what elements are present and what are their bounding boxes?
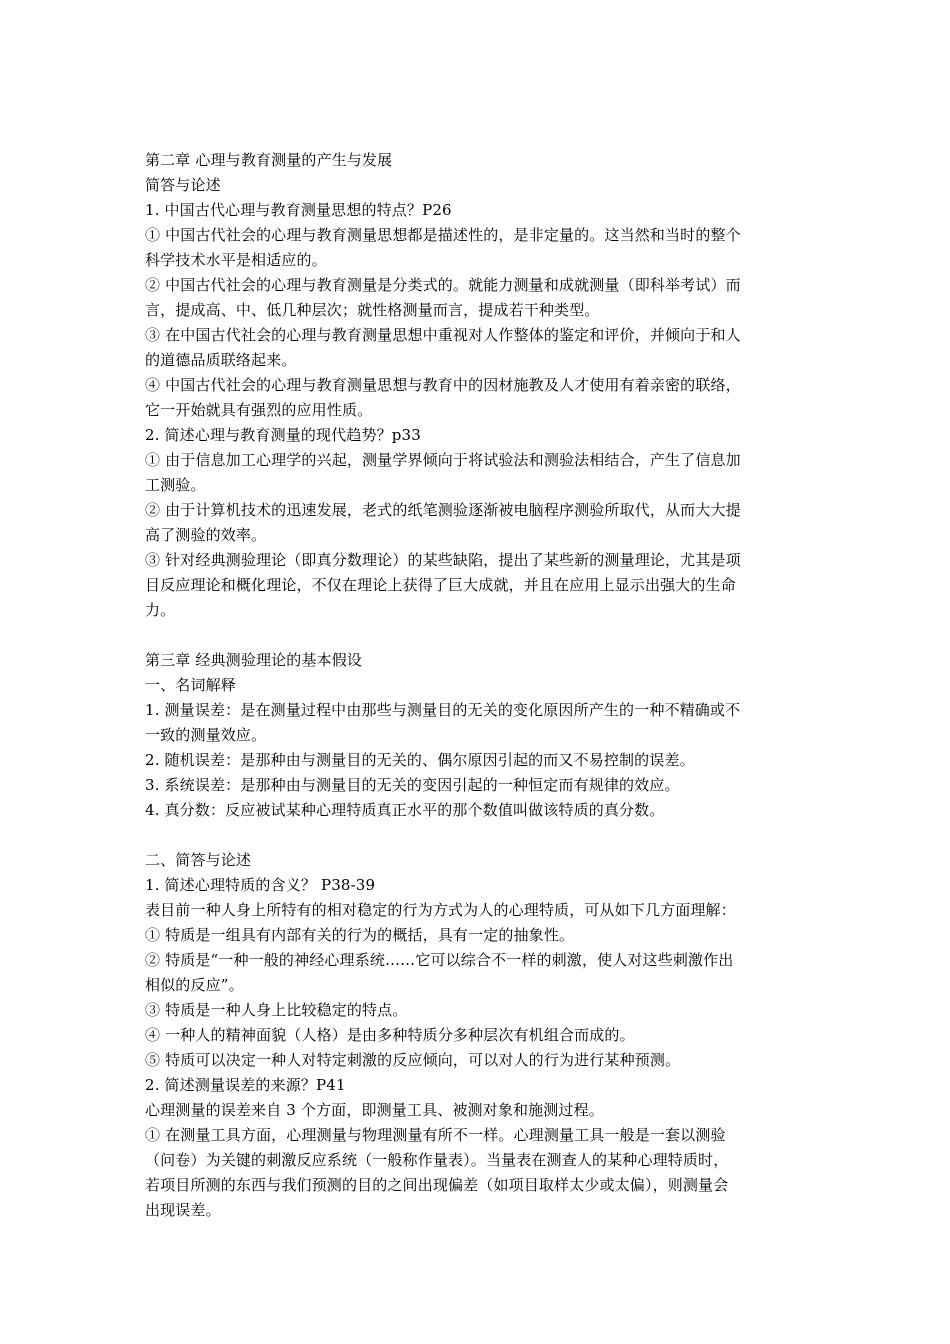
answer-line: 工测验。 <box>145 476 206 494</box>
term-definition: 3. 系统误差：是那种由与测量目的无关的变因引起的一种恒定而有规律的效应。 <box>145 776 680 794</box>
answer-line: 心理测量的误差来自 3 个方面，即测量工具、被测对象和施测过程。 <box>145 1101 604 1119</box>
answer-line: ③ 特质是一种人身上比较稳定的特点。 <box>145 1001 408 1019</box>
blank-line <box>145 823 817 848</box>
answer-line: ④ 中国古代社会的心理与教育测量思想与教育中的因材施教及人才使用有着亲密的联络， <box>145 376 741 394</box>
question-title: 1. 简述心理特质的含义？ P38-39 <box>145 876 376 894</box>
answer-line: 高了测验的效率。 <box>145 526 267 544</box>
answer-line: ③ 在中国古代社会的心理与教育测量思想中重视对人作整体的鉴定和评价，并倾向于和人 <box>145 326 741 344</box>
answer-line: ① 中国古代社会的心理与教育测量思想都是描述性的，是非定量的。这当然和当时的整个 <box>145 226 741 244</box>
term-definition: 4. 真分数：反应被试某种心理特质真正水平的那个数值叫做该特质的真分数。 <box>145 801 665 819</box>
answer-line: 相似的反应”。 <box>145 976 244 994</box>
answer-line: 力。 <box>145 601 176 619</box>
chapter-title: 第三章 经典测验理论的基本假设 <box>145 651 363 669</box>
blank-line <box>145 623 817 648</box>
answer-line: 目反应理论和概化理论，不仅在理论上获得了巨大成就，并且在应用上显示出强大的生命 <box>145 576 736 594</box>
term-definition: 一致的测量效应。 <box>145 726 267 744</box>
answer-line: 科学技术水平是相适应的。 <box>145 251 327 269</box>
section-heading: 简答与论述 <box>145 176 221 194</box>
answer-line: （问卷）为关键的刺激反应系统（一般称作量表）。当量表在测查人的某种心理特质时， <box>145 1151 729 1169</box>
term-definition: 2. 随机误差：是那种由与测量目的无关的、偶尔原因引起的而又不易控制的误差。 <box>145 751 695 769</box>
answer-line: 的道德品质联络起来。 <box>145 351 297 369</box>
answer-line: ① 由于信息加工心理学的兴起，测量学界倾向于将试验法和测验法相结合，产生了信息加 <box>145 451 741 469</box>
answer-line: 若项目所测的东西与我们预测的目的之间出现偏差（如项目取样太少或太偏），则测量会 <box>145 1176 729 1194</box>
answer-line: ⑤ 特质可以决定一种人对特定刺激的反应倾向，可以对人的行为进行某种预测。 <box>145 1051 681 1069</box>
question-title: 2. 简述测量误差的来源？P41 <box>145 1076 346 1094</box>
answer-line: ② 特质是“一种一般的神经心理系统……它可以综合不一样的刺激，使人对这些刺激作出 <box>145 951 734 969</box>
term-definition: 1. 测量误差：是在测量过程中由那些与测量目的无关的变化原因所产生的一种不精确或不 <box>145 701 741 719</box>
question-title: 1. 中国古代心理与教育测量思想的特点？P26 <box>145 201 452 219</box>
answer-line: 出现误差。 <box>145 1201 221 1219</box>
chapter-title: 第二章 心理与教育测量的产生与发展 <box>145 151 393 169</box>
answer-line: ④ 一种人的精神面貌（人格）是由多种特质分多种层次有机组合而成的。 <box>145 1026 635 1044</box>
answer-line: 它一开始就具有强烈的应用性质。 <box>145 401 373 419</box>
answer-line: ② 由于计算机技术的迅速发展，老式的纸笔测验逐渐被电脑程序测验所取代，从而大大提 <box>145 501 741 519</box>
section-heading: 二、简答与论述 <box>145 851 252 869</box>
answer-line: ① 特质是一组具有内部有关的行为的概括，具有一定的抽象性。 <box>145 926 575 944</box>
answer-line: 言，提成高、中、低几种层次；就性格测量而言，提成若干种类型。 <box>145 301 600 319</box>
answer-line: ② 中国古代社会的心理与教育测量是分类式的。就能力测量和成就测量（即科举考试）而 <box>145 276 741 294</box>
answer-line: ① 在测量工具方面，心理测量与物理测量有所不一样。心理测量工具一般是一套以测验 <box>145 1126 726 1144</box>
answer-line: ③ 针对经典测验理论（即真分数理论）的某些缺陷，提出了某些新的测量理论，尤其是项 <box>145 551 741 569</box>
section-heading: 一、名词解释 <box>145 676 236 694</box>
document-page <box>145 148 817 1223</box>
answer-line: 表目前一种人身上所特有的相对稳定的行为方式为人的心理特质，可从如下几方面理解： <box>145 901 736 919</box>
question-title: 2. 简述心理与教育测量的现代趋势？p33 <box>145 426 421 444</box>
